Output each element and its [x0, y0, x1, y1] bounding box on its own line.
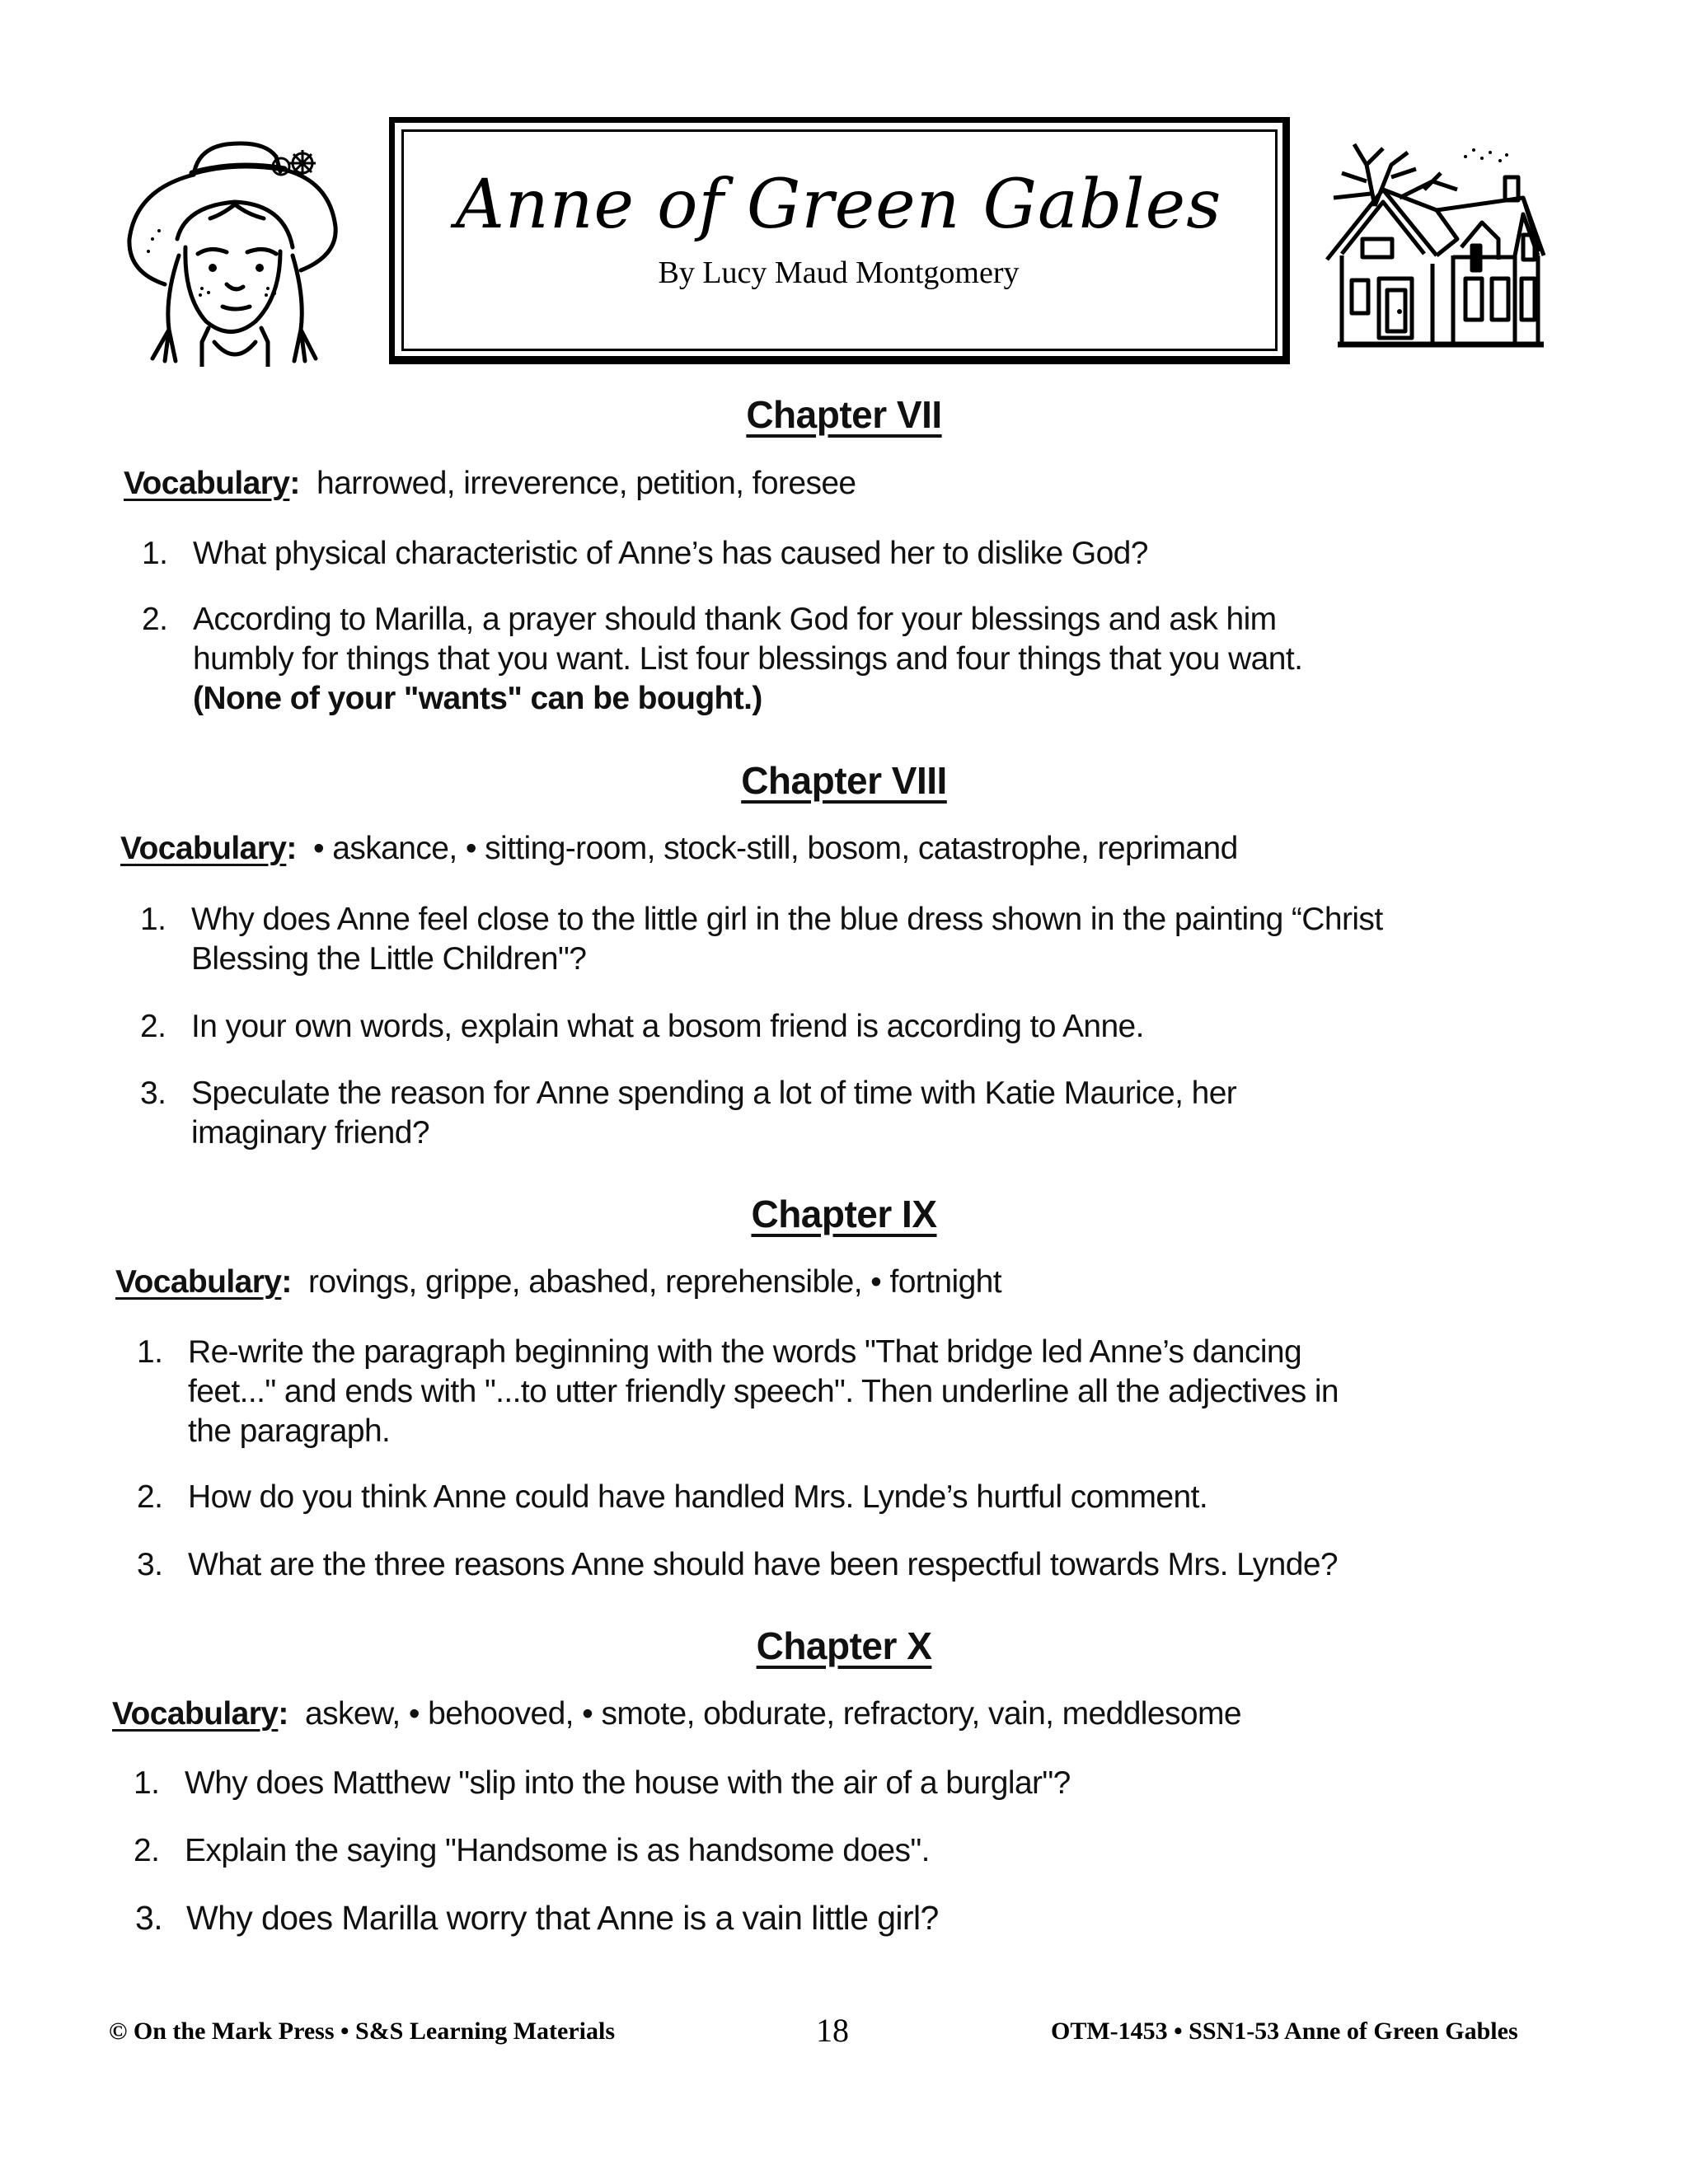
question-text-line-1: Speculate the reason for Anne spending a lot of time with Katie Maurice, her	[191, 1076, 1237, 1111]
chapter-heading: Chapter VIII	[741, 759, 947, 802]
question-number: 2.	[137, 1479, 163, 1515]
vocabulary-colon: :	[278, 1696, 288, 1732]
question-number: 1.	[140, 902, 166, 937]
question-text: What are the three reasons Anne should have been respectful towards Mrs. Lynde?	[188, 1547, 1339, 1582]
vocabulary-words: askew, • behooved, • smote, obdurate, refractory, vain, meddlesome	[305, 1696, 1241, 1732]
question-text-line-1: According to Marilla, a prayer should thank God for your blessings and ask him	[193, 602, 1277, 637]
question-text-line-1: Re-write the paragraph beginning with the words "That bridge led Anne’s dancing	[188, 1334, 1302, 1370]
vocabulary-words: harrowed, irreverence, petition, foresee	[316, 466, 856, 501]
chapter-heading: Chapter X	[756, 1624, 932, 1667]
question-text-line-2: humbly for things that you want. List four blessings and four things that you want.	[193, 641, 1303, 677]
question-text: Explain the saying "Handsome is as handsome does".	[185, 1833, 930, 1868]
question-text: Why does Matthew "slip into the house with the air of a burglar"?	[185, 1765, 1071, 1801]
vocabulary-line	[124, 466, 856, 502]
question-number: 1.	[134, 1765, 160, 1801]
question-text-line-3: the paragraph.	[188, 1413, 391, 1449]
question-text: How do you think Anne could have handled Mrs. Lynde’s hurtful comment.	[188, 1479, 1208, 1515]
question-number: 1.	[142, 536, 168, 571]
vocabulary-line	[115, 1264, 1001, 1301]
vocabulary-colon: :	[289, 466, 300, 501]
vocabulary-label: Vocabulary	[115, 1264, 282, 1300]
book-title: Anne of Green Gables	[455, 166, 1222, 244]
question-number: 3.	[137, 1547, 163, 1582]
title-frame	[389, 117, 1290, 364]
question-text-line-2: imaginary friend?	[191, 1115, 429, 1151]
question-note-bold: (None of your "wants" can be bought.)	[193, 681, 762, 716]
vocabulary-line	[112, 1696, 1241, 1732]
vocabulary-line	[120, 831, 1238, 867]
vocabulary-colon: :	[281, 1264, 292, 1300]
vocabulary-label: Vocabulary	[120, 831, 287, 866]
question-text: What physical characteristic of Anne’s has caused her to dislike God?	[193, 536, 1148, 571]
question-number: 2.	[134, 1833, 160, 1868]
footer-product-code: OTM-1453 • SSN1-53 Anne of Green Gables	[1051, 2018, 1518, 2045]
question-number: 3.	[135, 1899, 162, 1937]
question-number: 1.	[137, 1334, 163, 1370]
question-text: Why does Marilla worry that Anne is a vain little girl?	[186, 1899, 939, 1937]
question-text-line-2: feet..." and ends with "...to utter friendly speech". Then underline all the adjectives in	[188, 1374, 1339, 1409]
vocabulary-label: Vocabulary	[124, 466, 290, 501]
question-number: 3.	[140, 1076, 166, 1111]
question-number: 2.	[140, 1009, 166, 1044]
girl-with-hat-illustration	[120, 132, 342, 367]
vocabulary-words: rovings, grippe, abashed, reprehensible, • fortnight	[308, 1264, 1001, 1300]
book-author: By Lucy Maud Montgomery	[658, 255, 1020, 290]
question-text: In your own words, explain what a bosom friend is according to Anne.	[191, 1009, 1144, 1044]
vocabulary-colon: :	[286, 831, 297, 866]
vocabulary-label: Vocabulary	[112, 1696, 279, 1732]
footer-copyright: © On the Mark Press • S&S Learning Materials	[109, 2018, 615, 2045]
vocabulary-words: • askance, • sitting-room, stock-still, bosom, catastrophe, reprimand	[313, 831, 1238, 866]
chapter-heading: Chapter IX	[751, 1193, 937, 1235]
page-number: 18	[816, 2012, 849, 2049]
question-number: 2.	[142, 602, 168, 637]
question-text-line-1: Why does Anne feel close to the little girl in the blue dress shown in the painting “Christ	[191, 902, 1383, 937]
question-text-line-2: Blessing the Little Children"?	[191, 941, 587, 977]
green-gables-house-illustration	[1317, 132, 1548, 354]
chapter-heading: Chapter VII	[746, 393, 942, 436]
